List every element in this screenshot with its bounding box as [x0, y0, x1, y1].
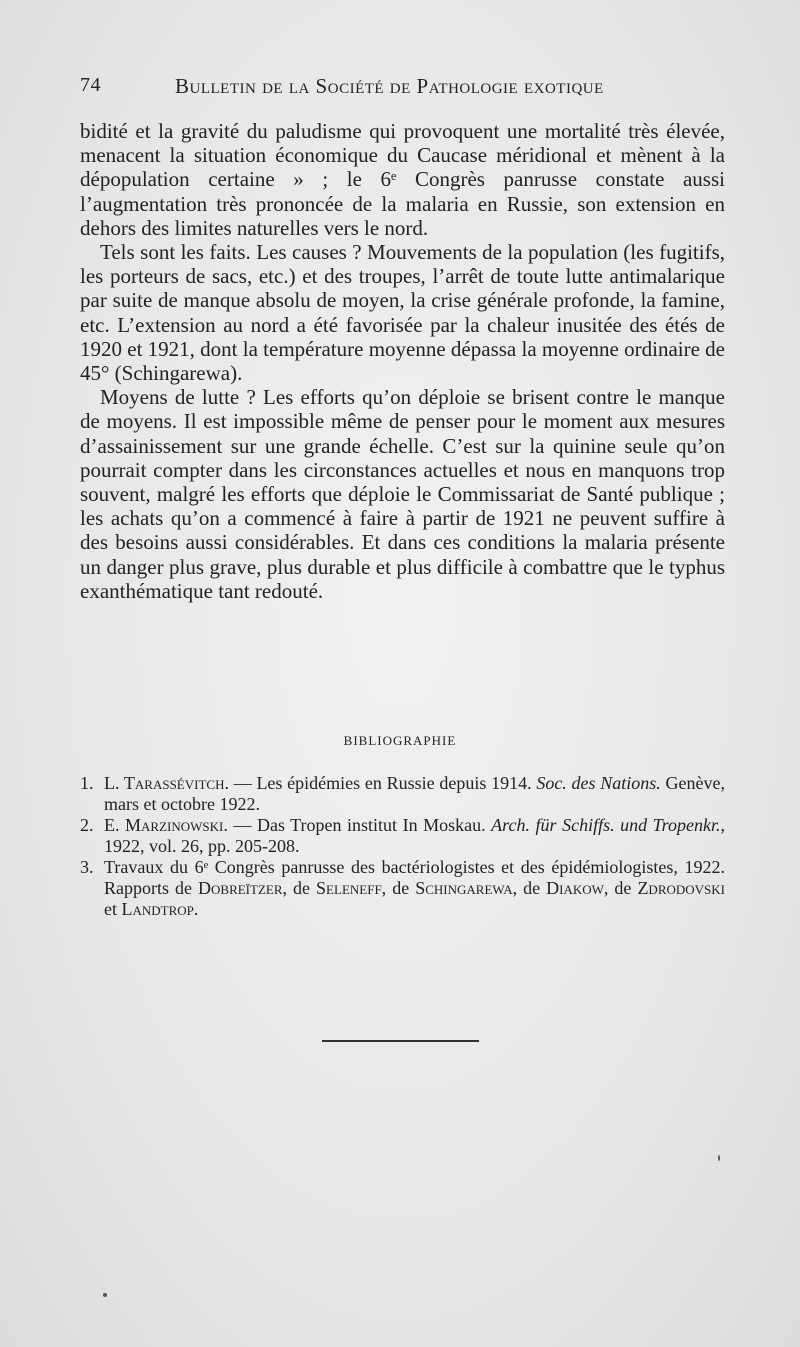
running-title: Bulletin de la Société de Pathologie exotique [175, 74, 604, 98]
page-header [80, 74, 720, 104]
entry-number: 2. [80, 815, 94, 835]
entry-end: . [193, 899, 199, 919]
entry-source: Soc. des Nations. [536, 773, 661, 793]
bibliography-entry [80, 857, 725, 920]
entry-title: — Das Tropen institut In Moskau. [227, 815, 492, 835]
bibliography-entry [80, 773, 725, 815]
entry-title: Travaux du 6ᵉ Congrès panrusse des bactériologistes et des épidémiologistes, 1922. Rapports de [104, 857, 725, 898]
entry-separator: , de [381, 878, 416, 898]
entry-author: E. Marzinowski. [104, 815, 228, 835]
entry-details: , 1922, vol. 26, pp. 205-208. [104, 815, 725, 856]
bibliography-entry [80, 815, 725, 857]
paper-speck [103, 1293, 107, 1297]
end-rule [322, 1040, 479, 1042]
entry-separator: et [104, 899, 122, 919]
paragraph: Tels sont les faits. Les causes ? Mouvements de la population (les fugitifs, les porteurs de sacs, etc.) et des troupes, l’arrêt de toute lutte antimalarique par suite de manque absolu de moyen, la crise générale profonde, la famine, etc. L’extension au nord a été favorisée par la chaleur inusitée des étés de 1920 et 1921, dont la température moyenne dépassa la moyenne ordinaire de 45° (Schingarewa). [80, 240, 725, 386]
body-text [80, 119, 725, 603]
entry-details: Genève, mars et octobre 1922. [104, 773, 725, 814]
bibliography-heading: BIBLIOGRAPHIE [343, 733, 457, 748]
entry-title: — Les épidémies en Russie depuis 1914. [228, 773, 537, 793]
entry-source: Arch. für Schiffs. und Tropenkr. [491, 815, 721, 835]
entry-name: Dobreïtzer [198, 878, 283, 898]
paragraph: Moyens de lutte ? Les efforts qu’on déploie se brisent contre le manque de moyens. Il est impossible même de penser pour le moment aux mesures d’assainissement sur une grande échelle. C’est sur la quinine seule qu’on pourrait compter dans les circonstances actuelles et nous en manquons trop souvent, malgré les efforts que déploie le Commissariat de Santé publique ; les achats qu’on a commencé à faire à partir de 1921 ne peuvent suffire à des besoins aussi considérables. Et dans ces conditions la malaria présente un danger plus grave, plus durable et plus difficile à combattre que le typhus exanthématique tant redouté. [80, 385, 725, 603]
entry-separator: , de [512, 878, 547, 898]
entry-name: Zdrodovski [637, 878, 725, 898]
entry-author: L. Tarassévitch. [104, 773, 229, 793]
entry-number: 1. [80, 773, 94, 793]
entry-name: Diakow [546, 878, 604, 898]
entry-name: Schingarewa [415, 878, 513, 898]
entry-separator: , de [603, 878, 638, 898]
entry-name: Landtrop [121, 899, 194, 919]
entry-name: Seleneff [316, 878, 382, 898]
bibliography-list [80, 773, 725, 920]
paragraph: bidité et la gravité du paludisme qui provoquent une mortalité très élevée, menacent la situation économique du Caucase méridional et mènent à la dépopulation certaine » ; le 6ᵉ Congrès panrusse constate aussi l’augmentation très prononcée de la malaria en Russie, son extension en dehors des limites naturelles vers le nord. [80, 119, 725, 240]
page-number: 74 [80, 74, 101, 96]
entry-separator: , de [282, 878, 317, 898]
paper-speck [718, 1155, 720, 1161]
entry-number: 3. [80, 857, 94, 877]
